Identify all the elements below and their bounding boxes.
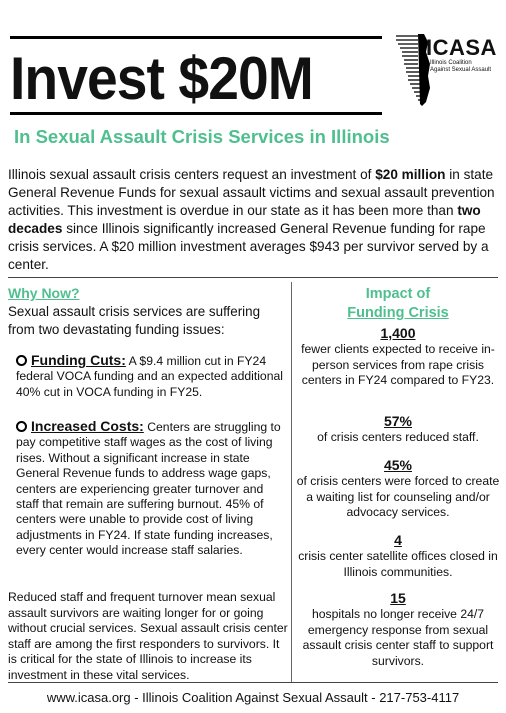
bullet-text: A $9.4 million cut in FY24 federal VOCA funding and an expected additional 40% cut in VOCA funding in FY25. [16,354,283,399]
logo-line-2: Against Sexual Assault [430,67,492,73]
stat-text: of crisis centers were forced to create a waiting list for counseling and/or advocacy services. [296,474,500,520]
impact-stat [296,531,500,580]
impact-heading-line-2: Funding Crisis [347,305,449,321]
bullet-circle-icon [16,421,27,432]
impact-stat [296,589,500,669]
stat-number: 45% [383,457,413,473]
intro-decades: two decades [8,203,481,236]
closing-paragraph: Reduced staff and frequent turnover mean sexual assault survivors are waiting longer for or going without crucial services. Sexual assault crisis center staff are among the first responders to survivors. It is critical for the state of Illinois to increase its investment in these vital services. [8,590,288,682]
title-rule [10,112,382,115]
stat-number: 4 [394,532,402,548]
footer-divider [8,682,498,683]
bullet-increased-costs [16,419,286,559]
bullet-circle-icon [16,355,27,366]
column-divider [291,282,292,682]
impact-stat [296,456,500,521]
impact-section [296,285,500,323]
impact-heading-line-1: Impact of [365,286,431,302]
bullet-funding-cuts [16,353,286,400]
impact-stat [296,412,500,446]
why-now-section [8,285,284,339]
why-now-heading: Why Now? [8,285,80,301]
section-divider [8,277,498,278]
stat-text: crisis center satellite offices closed in Illinois communities. [298,549,498,579]
logo-line-1: Illinois Coalition [430,60,472,66]
intro-text-3: since Illinois significantly increased General Revenue funding for rape crisis services. A $20 million investment averages $943 per survivor served by a center. [8,221,489,272]
logo [426,36,497,74]
page-subtitle: In Sexual Assault Crisis Services in Illinois [14,126,390,147]
stat-text: hospitals no longer receive 24/7 emergency response from sexual assault crisis center staff to support survivors. [302,607,494,668]
impact-stat [296,324,500,389]
intro-text-2: in state General Revenue Funds for sexual assault victims and sexual assault prevention activities. This investment is overdue in our state as it has been more than [8,167,495,218]
impact-heading [296,285,500,323]
stat-text: fewer clients expected to receive in-person services from rape crisis centers in FY24 compared to FY23. [301,342,495,388]
intro-text-1: Illinois sexual assault crisis centers request an investment of [8,167,376,182]
stat-number: 15 [390,590,406,606]
why-now-text: Sexual assault crisis services are suffering from two devastating funding issues: [8,304,261,337]
stat-text: of crisis centers reduced staff. [317,430,479,444]
bullet-heading: Increased Costs: [31,418,144,434]
page-title: Invest $20M [10,45,313,112]
intro-amount: $20 million [375,167,446,182]
stat-number: 57% [383,413,413,429]
bullet-text: Centers are struggling to pay competitive staff wages as the cost of living rises. Without a significant increase in state General Revenue funds to address wage gaps, centers are experiencing greater turnover and staff that remain are suffering burnout. 45% of centers were unable to provide cost of living adjustments in FY24. If state funding increases, every center would increase staff salaries. [16,420,281,558]
top-rule [10,36,382,39]
stat-number: 1,400 [380,325,416,341]
footer: www.icasa.org - Illinois Coalition Against Sexual Assault - 217-753-4117 [46,690,460,705]
intro-paragraph [8,166,498,274]
bullet-heading: Funding Cuts: [31,352,126,368]
logo-name: ICASA [426,35,497,60]
